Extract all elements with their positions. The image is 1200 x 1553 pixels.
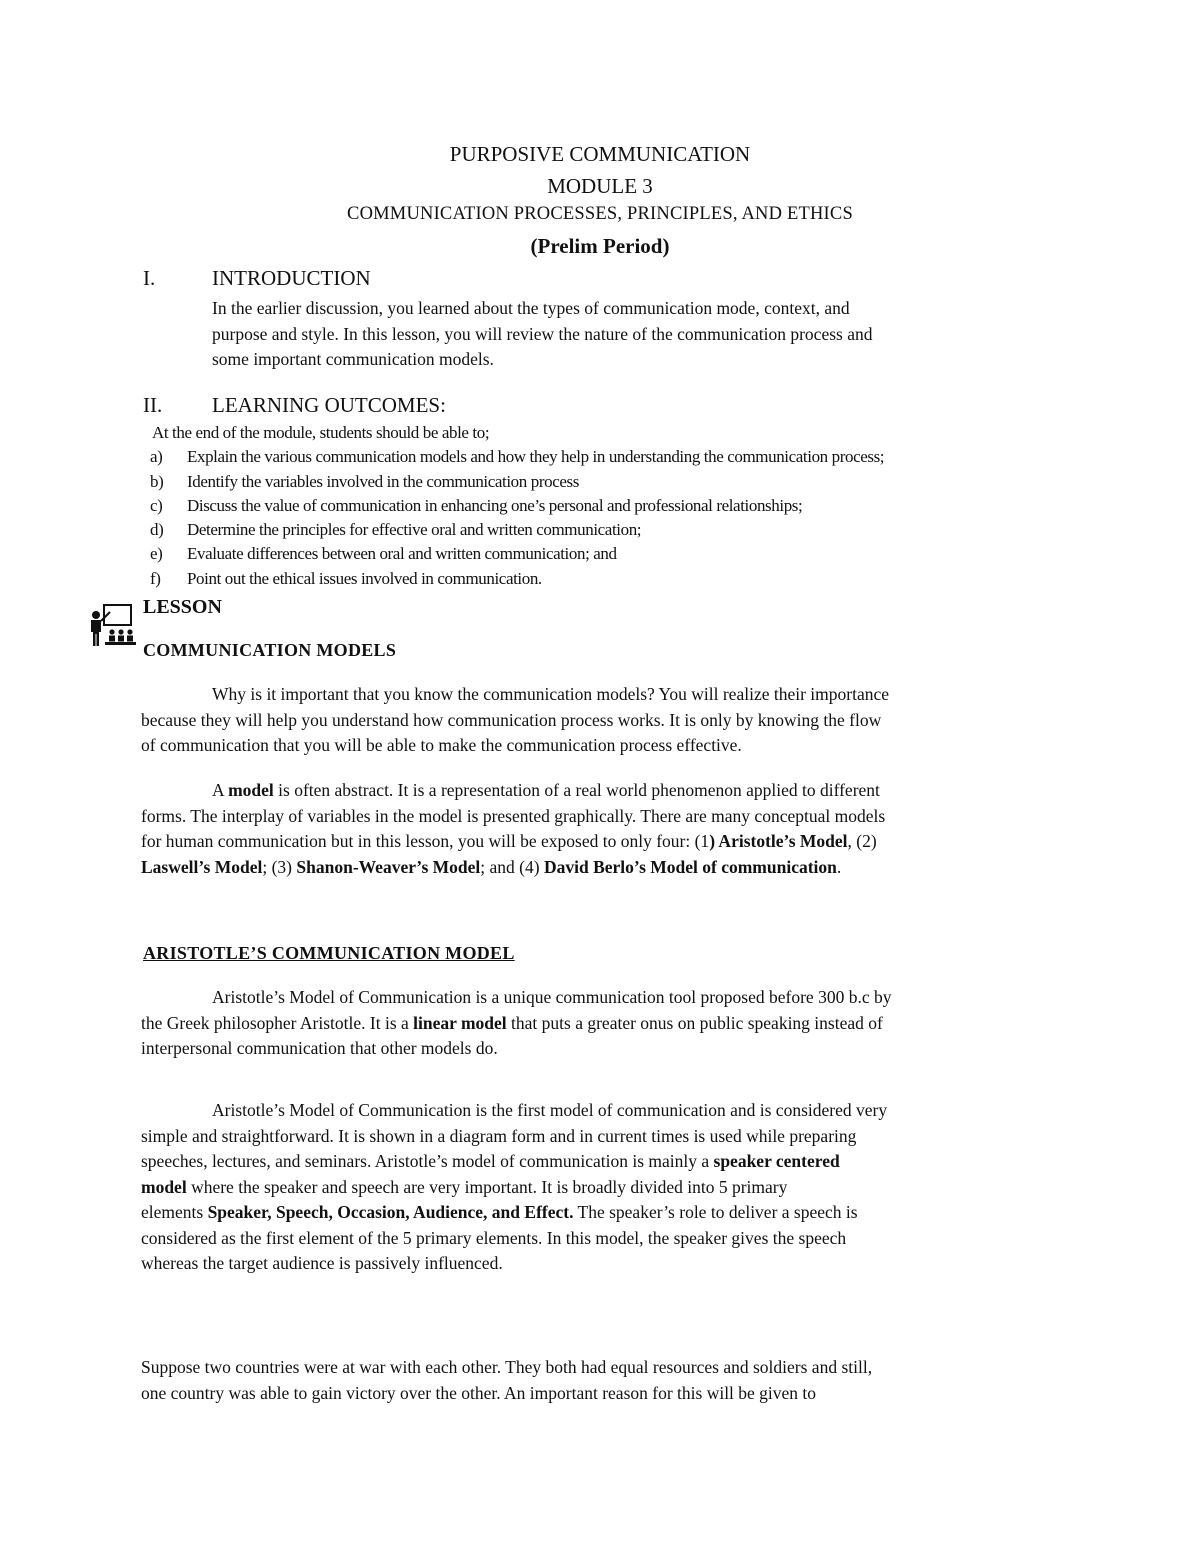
lesson-paragraph-1 [141, 682, 889, 759]
paragraph-text: ; (3) [262, 856, 297, 877]
bold-term: Shanon-Weaver’s Model [296, 856, 481, 877]
paragraph-line [141, 778, 885, 804]
paragraph-line [141, 1098, 887, 1124]
intro-line: In the earlier discussion, you learned about the types of communication mode, context, and [212, 298, 850, 318]
list-item [150, 445, 885, 469]
paragraph-line [141, 1200, 887, 1226]
outcomes-heading: LEARNING OUTCOMES: [212, 393, 446, 417]
paragraph-line: of communication that you will be able to make the communication process effective. [141, 735, 742, 755]
bold-term: ) Aristotle’s Model [709, 831, 848, 851]
list-item-text: Identify the variables involved in the communication process [187, 471, 579, 491]
period-label: (Prelim Period) [530, 234, 670, 258]
document-title: PURPOSIVE COMMUNICATION [449, 142, 751, 166]
intro-line: some important communication models. [212, 349, 494, 369]
bold-term: linear model [413, 1012, 507, 1033]
list-item [150, 494, 803, 518]
paragraph-text: elements [141, 1202, 208, 1222]
list-item-letter: e) [150, 544, 163, 564]
bold-term: model [228, 780, 274, 800]
intro-section-number: I. [143, 266, 156, 290]
paragraph-line: whereas the target audience is passively influenced. [141, 1253, 503, 1273]
aristotle-paragraph-3 [141, 1355, 872, 1406]
list-item-text: Explain the various communication models and how they help in understanding the communication process; [187, 447, 885, 467]
paragraph-line [141, 1149, 887, 1175]
aristotle-paragraph-2 [141, 1098, 887, 1277]
paragraph-text: The speaker’s role to deliver a speech is [573, 1202, 858, 1222]
outcomes-list [150, 421, 885, 591]
list-item [150, 518, 642, 542]
aristotle-heading: ARISTOTLE’S COMMUNICATION MODEL [143, 943, 515, 963]
paragraph-line [141, 985, 891, 1011]
bold-term: model [141, 1176, 187, 1197]
paragraph-line: because they will help you understand how communication process works. It is only by knowing the flow [141, 709, 882, 730]
paragraph-line [141, 855, 885, 881]
paragraph-text: Why is it important that you know the communication models? You will realize their importance [212, 684, 890, 704]
list-item [150, 542, 617, 566]
list-item-letter: a) [150, 447, 163, 467]
intro-paragraph [212, 296, 872, 373]
paragraph-text: A [212, 780, 229, 800]
paragraph-text: ; and (4) [480, 856, 544, 877]
lesson-paragraph-2 [141, 778, 885, 880]
paragraph-text: Aristotle’s Model of Communication is the first model of communication and is considered very [212, 1100, 888, 1120]
paragraph-text: is often abstract. It is a representation of a real world phenomenon applied to different [273, 780, 880, 800]
paragraph-line: simple and straightforward. It is shown in a diagram form and in current times is used while preparing [141, 1125, 857, 1146]
paragraph-text: that puts a greater onus on public speaking instead of [506, 1012, 883, 1033]
paragraph-text: , (2) [847, 831, 877, 851]
paragraph-line [141, 682, 889, 708]
aristotle-paragraph-1 [141, 985, 891, 1062]
list-item [150, 470, 579, 494]
outcomes-intro: At the end of the module, students should be able to; [152, 423, 490, 442]
paragraph-text: where the speaker and speech are very important. It is broadly divided into 5 primary [186, 1176, 788, 1197]
paragraph-text: speeches, lectures, and seminars. Aristotle’s model of communication is mainly a [141, 1151, 714, 1171]
paragraph-line [141, 829, 885, 855]
paragraph-line [141, 1175, 887, 1201]
list-item [150, 567, 542, 591]
bold-term: Speaker, Speech, Occasion, Audience, and Effect. [207, 1202, 574, 1222]
list-item-text: Evaluate differences between oral and written communication; and [187, 544, 617, 564]
module-number: MODULE 3 [547, 174, 653, 198]
intro-heading: INTRODUCTION [212, 266, 371, 290]
paragraph-line [141, 1011, 891, 1037]
paragraph-text: Aristotle’s Model of Communication is a unique communication tool proposed before 300 b.c by [212, 987, 892, 1007]
list-item-letter: d) [150, 520, 164, 540]
bold-term: David Berlo’s Model of communication [543, 856, 837, 877]
teacher-presentation-icon [88, 602, 140, 650]
list-item-text: Determine the principles for effective oral and written communication; [187, 520, 642, 540]
paragraph-text: . [836, 856, 842, 877]
intro-line: purpose and style. In this lesson, you will review the nature of the communication process and [212, 323, 873, 344]
lesson-label: LESSON [143, 596, 222, 618]
list-item-text: Discuss the value of communication in enhancing one’s personal and professional relationships; [187, 495, 803, 515]
paragraph-line: Suppose two countries were at war with each other. They both had equal resources and soldiers and still, [141, 1357, 873, 1377]
outcomes-section-number: II. [143, 393, 163, 417]
paragraph-text: for human communication but in this lesson, you will be exposed to only four: (1 [141, 831, 710, 851]
paragraph-text: the Greek philosopher Aristotle. It is a [141, 1012, 414, 1033]
list-item-letter: f) [150, 568, 161, 588]
bold-term: speaker centered [713, 1151, 840, 1171]
list-item-text: Point out the ethical issues involved in communication. [187, 568, 542, 588]
list-item-letter: c) [150, 495, 163, 515]
module-subtitle: COMMUNICATION PROCESSES, PRINCIPLES, AND ETHICS [347, 204, 853, 224]
lesson-heading: COMMUNICATION MODELS [143, 640, 397, 660]
list-item-letter: b) [150, 471, 164, 491]
bold-term: Laswell’s Model [141, 856, 263, 877]
paragraph-line: interpersonal communication that other models do. [141, 1038, 498, 1058]
paragraph-line: forms. The interplay of variables in the model is presented graphically. There are many conceptual models [141, 805, 886, 826]
paragraph-line: one country was able to gain victory over the other. An important reason for this will be given to [141, 1382, 817, 1403]
paragraph-line: considered as the first element of the 5 primary elements. In this model, the speaker gives the speech [141, 1227, 847, 1248]
